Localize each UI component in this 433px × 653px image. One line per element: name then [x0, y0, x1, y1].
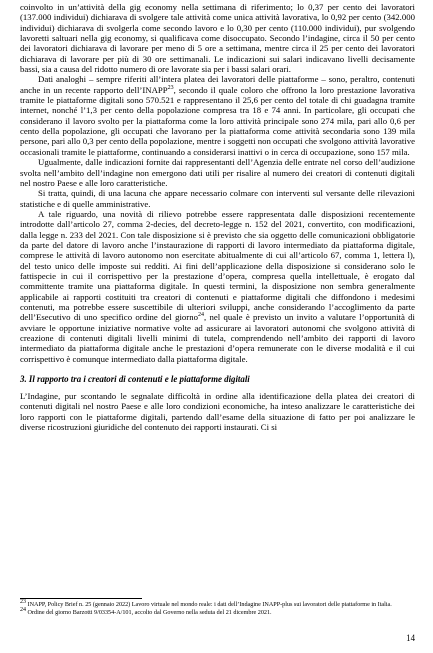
paragraph-4: Si tratta, quindi, di una lacuna che appare necessario colmare con interventi sul versante delle rilevazioni statistiche e di quelle amministrative. [20, 188, 415, 209]
footnote-ref-23[interactable]: 23 [167, 84, 174, 91]
footnote-ref-24[interactable]: 24 [197, 312, 204, 319]
paragraph-2: Dati analoghi – sempre riferiti all’intera platea dei lavoratori delle piattaforme – sono, peraltro, contenuti anche in un recente rapporto dell’INAPP$^{23}$, secondo il quale coloro che offrono la loro prestazione lavorativa tramite le piattaforme digitali sono 570.521 e rappresentano il 25,6 per cento del totale di chi guadagna tramite internet, nonché l’1,3 per cento della popolazione compresa tra 18 e 74 anni. In particolare, gli occupati che considerano il lavoro svolto per la piattaforma come la loro attività principale sono 274 mila, pari allo 0,6 per cento della popolazione, gli occupati che lavorano per la piattaforma come attività secondaria sono 139 mila persone, pari allo 0,3 per cento della popolazione, mentre i soggetti non occupati che svolgono attività lavorative occasionali tramite le piattaforme, continuando a considerarsi inattivi o in cerca di occupazione, sono 157 mila. [20, 74, 415, 157]
paragraph-5: A tale riguardo, una novità di rilievo potrebbe essere rappresentata dalle disposizioni recentemente introdotte dall’articolo 27, comma 2-decies, del decreto-legge n. 152 del 2021, convertito, con modificazioni, dalla legge n. 233 del 2021. Con tale disposizione si è previsto che sia oggetto delle comunicazioni obbligatorie da parte del datore di lavoro anche l’instaurazione di rapporti di lavoro intermediato da piattaforma digitale, comprese le attività di lavoro autonomo non esercitate abitualmente di cui all’articolo 67, comma 1, lettera l), del testo unico delle imposte sui redditi. Ai fini dell’applicazione della disposizione si considerano solo le fattispecie in cui il corrispettivo per la prestazione d’opera, compresa quella intellettuale, è erogato dal committente tramite una piattaforma digitale. In questi termini, la disposizione non sembra generalmente applicabile ai rapporti costituiti tra creatori di contenuti e piattaforme digitali che diffondono i medesimi contenuti, ma potrebbe essere suscettibile di ulteriori sviluppi, anche considerando l’accoglimento da parte dell’Esecutivo di uno specifico ordine del giorno$^{24}$, nel quale è previsto un invito a valutare l’opportunità di avviare le opportune iniziative normative volte ad assicurare ai lavoratori autonomi che svolgono attività di creazione di contenuti digitali livelli minimi di tutela, comprendendo nell’ambito dei rapporti di lavoro intermediato da piattaforma digitale anche le prestazioni d’opera remunerate con le diverse modalità e il cui corrispettivo è comunque intermediato dalla piattaforma digitale. [20, 208, 415, 364]
footnote-divider [20, 598, 142, 599]
footnote-23: $^{23}$ INAPP, Policy Brief n. 25 (gennaio 2022) Lavoro virtuale nel mondo reale: i dati dell’Indagine INAPP-plus sui lavoratori delle piattaforme in Italia. [20, 599, 392, 609]
footnotes [20, 598, 415, 617]
paragraph-6: L’Indagine, pur scontando le segnalate difficoltà in ordine alla identificazione della platea dei creatori di contenuti digitali nel nostro Paese e alle loro condizioni economiche, ha inteso analizzare le caratteristiche dei loro rapporti con le piattaforme digitali, partendo dall’esame della situazione di fatto per poi analizzare le diverse ricostruzioni giuridiche del contenuto dei rapporti instaurati. Ci si [20, 391, 415, 433]
paragraph-3: Ugualmente, dalle indicazioni fornite dai rappresentanti dell’Agenzia delle entrate nel corso dell’audizione svolta nell’ambito dell’indagine non emergono dati utili per risalire al numero dei creatori di contenuti digitali nel nostro Paese e alle loro caratteristiche. [20, 157, 415, 188]
page-number: 14 [406, 633, 415, 643]
page-body [20, 2, 415, 432]
paragraph-1: coinvolto in un’attività della gig economy nella settimana di riferimento; lo 0,37 per cento dei lavoratori (137.000 individui) dichiarava di svolgere tale attività come unica attività lavorativa, lo 0,92 per cento (342.000 individui) dichiarava di svolgerla come secondo lavoro e lo 0,30 per cento (110.000 individui), pur svolgendo lavoretti saltuari nella gig economy, si qualificava come disoccupato. Secondo l’indagine, circa il 50 per cento dei lavoratori dichiarava di lavorare per meno di 5 ore a settimana, mentre circa il 25 per cento dei lavoratori dichiarava di lavorare per più di 30 ore settimanali. Le indicazioni sui salari indicavano livelli decisamente bassi, sia a causa del ridotto numero di ore lavorate sia per i bassi salari orari. [20, 2, 415, 75]
footnote-24: $^{24}$ Ordine del giorno Barzotti 9/03354-A/101, accolto dal Governo nella seduta del 21 dicembre 2021. [20, 606, 272, 616]
section-title: 3. Il rapporto tra i creatori di contenuti e le piattaforme digitali [20, 374, 250, 385]
